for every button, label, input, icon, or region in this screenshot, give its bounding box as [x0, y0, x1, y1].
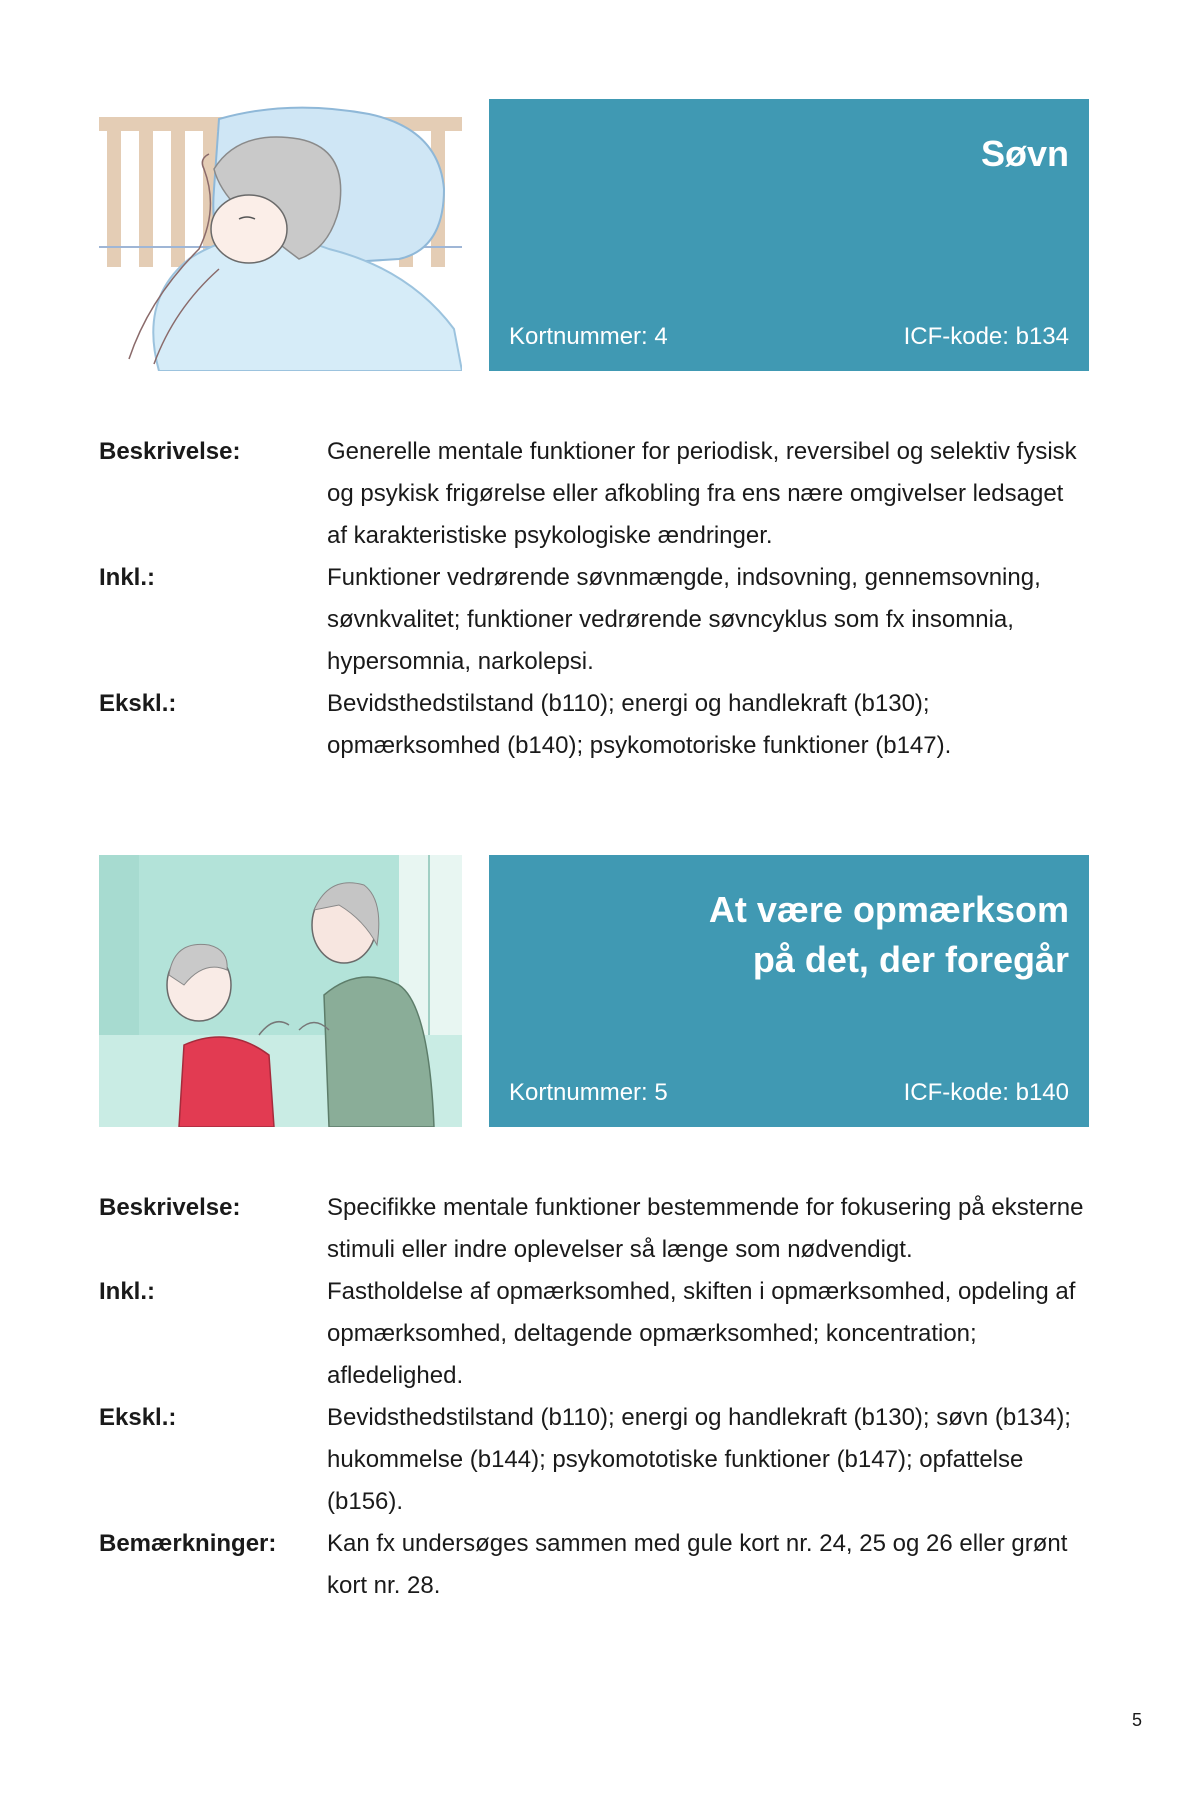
detail-row [99, 431, 1099, 557]
card-title: Søvn [980, 133, 1069, 174]
detail-term: Inkl.: [99, 1278, 156, 1305]
card-number: Kortnummer: 5 [509, 1079, 668, 1106]
detail-row [99, 557, 1099, 683]
card-header [489, 99, 1089, 371]
icf-code: ICF-kode: b140 [903, 1079, 1069, 1106]
card-details [99, 431, 1099, 767]
card-header [489, 855, 1089, 1127]
detail-definition: Fastholdelse af opmærksomhed, skiften i opmærksomhed, opdeling af opmærksomhed, deltagende opmærksomhed; koncentration; afledelighed. [327, 1278, 1076, 1389]
card-details [99, 1187, 1099, 1607]
conversation-illustration [99, 855, 462, 1127]
detail-term: Ekskl.: [99, 690, 177, 717]
detail-term: Bemærkninger: [99, 1530, 277, 1557]
detail-definition: Kan fx undersøges sammen med gule kort nr. 24, 25 og 26 eller grønt kort nr. 28. [327, 1530, 1068, 1599]
detail-term: Ekskl.: [99, 1404, 177, 1431]
detail-term: Inkl.: [99, 564, 156, 591]
detail-definition: Bevidsthedstilstand (b110); energi og handlekraft (b130); søvn (b134); hukommelse (b144); psykomototiske funktioner (b147); opfattelse (b156). [327, 1404, 1071, 1515]
detail-row [99, 683, 1099, 767]
card-number: Kortnummer: 4 [509, 323, 668, 350]
detail-row [99, 1523, 1099, 1607]
page-number: 5 [1131, 1710, 1142, 1730]
icf-code: ICF-kode: b134 [903, 323, 1069, 350]
card-title: At være opmærksom på det, der foregår [708, 889, 1069, 980]
detail-row [99, 1397, 1099, 1523]
detail-definition: Specifikke mentale funktioner bestemmende for fokusering på eksterne stimuli eller indre oplevelser så længe som nødvendigt. [327, 1194, 1084, 1263]
detail-term: Beskrivelse: [99, 438, 241, 465]
sleeping-person-illustration [99, 99, 462, 371]
detail-definition: Generelle mentale funktioner for periodisk, reversibel og selektiv fysisk og psykisk frigørelse eller afkobling fra ens nære omgivelser ledsaget af karakteristiske psykologiske ændringer. [327, 438, 1077, 549]
detail-row [99, 1271, 1099, 1397]
detail-row [99, 1187, 1099, 1271]
detail-term: Beskrivelse: [99, 1194, 241, 1221]
detail-definition: Funktioner vedrørende søvnmængde, indsovning, gennemsovning, søvnkvalitet; funktioner vedrørende søvncyklus som fx insomnia, hypersomnia, narkolepsi. [327, 564, 1041, 675]
detail-definition: Bevidsthedstilstand (b110); energi og handlekraft (b130); opmærksomhed (b140); psykomotoriske funktioner (b147). [327, 690, 952, 759]
